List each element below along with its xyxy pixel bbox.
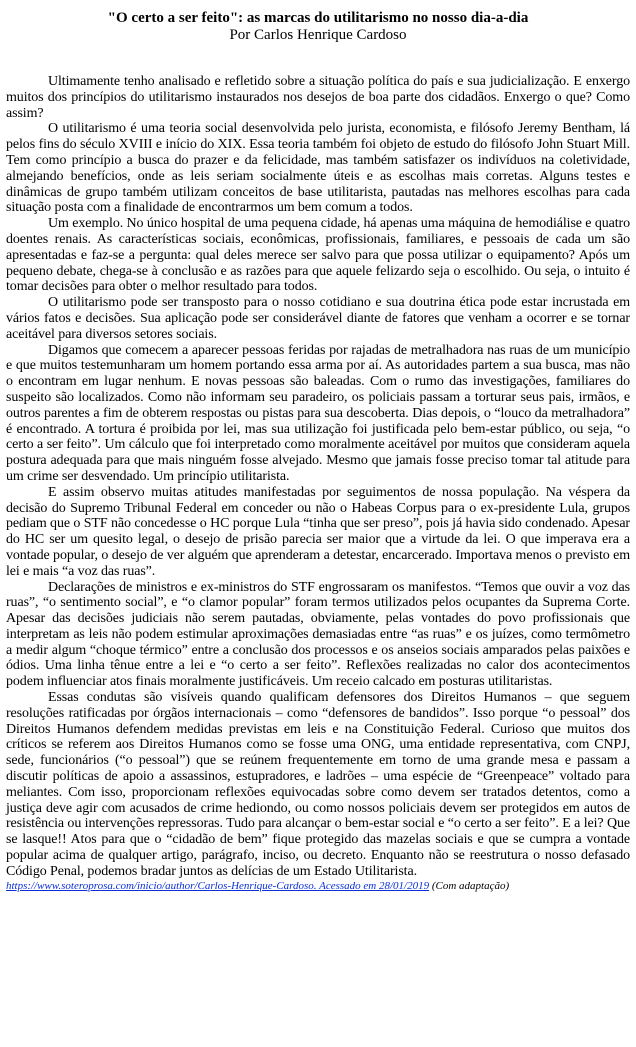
paragraph-8: Essas condutas são visíveis quando qualificam defensores dos Direitos Humanos – que seguem resoluções ratificadas por órgãos internacionais – como “defensores de bandidos”. Isso porque “o pessoal” dos Direitos Humanos defendem medidas previstas em leis e na Constituição Federal. Curioso que muitos dos críticos se referem aos Direitos Humanos como se fosse uma ONG, uma entidade representativa, com CNPJ, sede, funcionários (“o pessoal”) que se reúnem frequentemente em torno de uma grande mesa e passam a discutir políticas de apoio a assassinos, estupradores, e ladrões – uma espécie de “Greenpeace” voltado para meliantes. Com isso, proporcionam reflexões equivocadas sobre como devem ser tratados detentos, como a justiça deve agir com acusados de crime hediondo, ou como nossos policiais devem ser protegidos em autos de resistência ou intervenções repressoras. Tudo para alcançar o bem-estar social e “o certo a ser feito”. E a lei? Que se lasque!! Atos para que o “cidadão de bem” fique protegido das mazelas sociais e que se cumpra a vontade popular acima de qualquer artigo, parágrafo, inciso, ou decreto. Enquanto não se reestrutura o nosso defasado Código Penal, podemos bradar juntos as delícias de um Estado Utilitarista. — [6, 690, 630, 879]
source-link[interactable]: https://www.soteroprosa.com/inicio/author/Carlos-Henrique-Cardoso. Acessado em 28/01/2019 — [6, 879, 430, 892]
paragraph-3: Um exemplo. No único hospital de uma pequena cidade, há apenas uma máquina de hemodiálise e quatro doentes renais. As características sociais, econômicas, profissionais, familiares, e pessoais de cada um são apresentadas e faz-se a pergunta: qual deles merece ser salvo para que possa utilizar o equipamento? Após um pequeno debate, chega-se à conclusão e as razões para que aquele felizardo seja o escolhido. Ou seja, o intuito é tomar decisões para obter o melhor resultado para todos. — [6, 216, 630, 295]
source-note: (Com adaptação) — [431, 879, 510, 892]
paragraph-6: E assim observo muitas atitudes manifestadas por seguimentos de nossa população. Na véspera da decisão do Supremo Tribunal Federal em conceder ou não o Habeas Corpus para o ex-presidente Lula, grupos pediam que o STF não concedesse o HC porque Lula “tinha que ser preso”, pois já havia sido condenado. Apesar do HC ser um quesito legal, o desejo de prisão parecia ser maior que a virtude da lei. O que imperava era a vontade popular, o desejo de ver alguém que aprenderam a detestar, encarcerado. Importava menos o previsto em lei e mais “a voz das ruas”. — [6, 484, 630, 579]
paragraph-1: Ultimamente tenho analisado e refletido sobre a situação política do país e sua judicialização. E enxergo muitos dos princípios do utilitarismo instaurados nos desejos de boa parte dos cidadãos. Enxergo o que? Como assim? — [6, 74, 630, 121]
article-body — [6, 74, 630, 880]
paragraph-4: O utilitarismo pode ser transposto para o nosso cotidiano e sua doutrina ética pode estar incrustada em vários fatos e decisões. Sua aplicação pode ser considerável diante de fatores que venham a ocorrer e se tornar aceitável para diversos setores sociais. — [6, 295, 630, 342]
paragraph-7: Declarações de ministros e ex-ministros do STF engrossaram os manifestos. “Temos que ouvir a voz das ruas”, “o sentimento social”, e “o clamor popular” foram termos utilizados pelos ocupantes da Suprema Corte. Apesar das decisões judiciais não serem pautadas, obviamente, pelas vontades do povo profissionais que interpretam as leis não podem estimular aproximações demasiadas entre “as ruas” e os juízes, como termômetro a medir algum “choque térmico” entre a conclusão dos processos e os anseios sociais amparados pelas paixões e ódios. Uma linha tênue entre a lei e “o certo a ser feito”. Reflexões realizadas no calor dos acontecimentos podem influenciar atos finais moralmente justificáveis. Um receio calcado em posturas utilitaristas. — [6, 579, 630, 690]
paragraph-2: O utilitarismo é uma teoria social desenvolvida pelo jurista, economista, e filósofo Jeremy Bentham, lá pelos fins do século XVIII e início do XIX. Essa teoria também foi objeto de estudo do filósofo John Stuart Mill. Tem como princípio a busca do prazer e da felicidade, mas também satisfazer os indivíduos na coletividade, almejando benefícios, onde as leis seriam socialmente úteis e as escolhas mais corretas. Alguns testes e dinâmicas de grupo também utilizam conceitos de base utilitarista, pautadas nas melhores escolhas para cada situação posta com a finalidade de encontrarmos um bem comum a todos. — [6, 121, 630, 216]
source-citation — [6, 880, 630, 893]
article-title: "O certo a ser feito": as marcas do utilitarismo no nosso dia-a-dia — [107, 10, 529, 26]
article-author: Por Carlos Henrique Cardoso — [229, 27, 407, 43]
paragraph-5: Digamos que comecem a aparecer pessoas feridas por rajadas de metralhadora nas ruas de um município e que muitos testemunharam um homem portando essa arma por aí. As autoridades partem a sua busca, mas não o encontram em lugar nenhum. E novas pessoas são baleadas. Com o rumo das investigações, familiares do suspeito são localizados. Como não informam seu paradeiro, os policiais passam a torturar seus pais, irmãos, e outros parentes a fim de obterem respostas ou pistas para sua descoberta. Dias depois, o “louco da metralhadora” é encontrado. A tortura é proibida por lei, mas sua utilização foi justificada pelo bem-estar público, ou seja, “o certo a ser feito”. Um cálculo que foi interpretado como moralmente aceitável por muitos que consideram aquela postura adequada para que mais ninguém fosse alvejado. Mesmo que jamais fosse preciso tomar tal atitude para um crime ser desvendado. Um princípio utilitarista. — [6, 342, 630, 484]
